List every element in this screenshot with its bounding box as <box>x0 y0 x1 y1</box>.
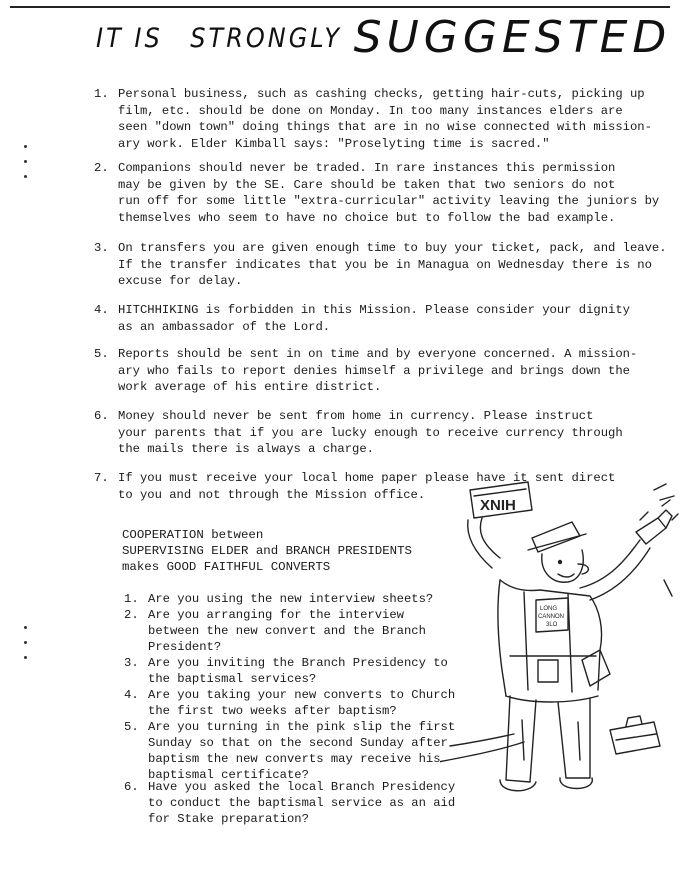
question-text: Are you inviting the Branch Presidency to the baptismal services? <box>148 656 448 686</box>
question-number: 4. <box>124 688 139 702</box>
rule-text: If you must receive your local home paper please have it sent direct to you and not through the Mission office. <box>118 471 616 502</box>
rule-item-1 <box>94 86 652 152</box>
rule-text: On transfers you are given enough time to buy your ticket, pack, and leave. If the transfer indicates that you be in Managua on Wednesday there is no excuse for delay. <box>118 241 667 288</box>
rule-item-5 <box>94 346 637 396</box>
question-item-6 <box>124 779 455 827</box>
suitcase <box>610 716 660 754</box>
question-text: Are you turning in the pink slip the first Sunday so that on the second Sunday after baptism the new converts may receive his baptismal certificate? <box>148 720 456 782</box>
question-item-5 <box>124 719 455 783</box>
rule-number: 5. <box>94 347 109 361</box>
question-text: Are you taking your new converts to Church the first two weeks after baptism? <box>148 688 456 718</box>
head <box>528 522 588 582</box>
question-number: 1. <box>124 592 139 606</box>
thumb-sign <box>470 482 532 518</box>
pocket <box>538 660 558 682</box>
rule-item-6 <box>94 408 623 458</box>
margin-punch-mark <box>24 626 27 629</box>
rule-item-4 <box>94 302 630 335</box>
question-text: Are you arranging for the interview between the new convert and the Branch President? <box>148 608 426 654</box>
margin-punch-mark <box>24 175 27 178</box>
rule-number: 2. <box>94 161 109 175</box>
rule-number: 7. <box>94 471 109 485</box>
margin-punch-mark <box>24 656 27 659</box>
rule-text: Money should never be sent from home in currency. Please instruct your parents that if you are lucky enough to receive currency through the mails there is always a charge. <box>118 409 623 456</box>
rule-number: 1. <box>94 87 109 101</box>
title-part-strongly: STRONGLY <box>190 22 343 54</box>
rule-number: 4. <box>94 303 109 317</box>
sign-text: XNIH <box>480 497 516 514</box>
rule-text: HITCHHIKING is forbidden in this Mission. Please consider your dignity as an ambassador of the Lord. <box>118 303 630 334</box>
question-item-4 <box>124 687 455 719</box>
rule-item-2 <box>94 160 659 226</box>
rule-text: Reports should be sent in on time and by everyone concerned. A mission- ary who fails to report denies himself a privilege and brings down the work average of his entire district. <box>118 347 638 394</box>
badge-line-2: CANNON <box>538 614 565 620</box>
torso <box>498 580 602 702</box>
hitchhiker-cartoon-illustration <box>440 460 680 840</box>
title-part-it-is: IT IS <box>96 22 163 54</box>
question-text: Are you using the new interview sheets? <box>148 592 434 606</box>
raised-arm <box>480 518 500 558</box>
rule-item-3 <box>94 240 667 290</box>
question-item-2 <box>124 607 426 655</box>
question-item-1 <box>124 591 433 607</box>
margin-punch-mark <box>24 145 27 148</box>
page-title <box>96 12 671 63</box>
legs <box>500 696 592 791</box>
question-number: 5. <box>124 720 139 734</box>
chest-badge <box>536 598 568 632</box>
rule-text: Companions should never be traded. In rare instances this permission may be given by the SE. Care should be taken that two seniors do not run off for some little "extra-curricular" activity leaving the juniors by themselves who seem to have no choice but to follow the bad example. <box>118 161 660 225</box>
rule-text: Personal business, such as cashing checks, getting hair-cuts, picking up film, etc. should be done on Monday. In too many instances elders are seen "down town" doing things that are in no wise connected with mission- ary work. Elder Kimball says: "Proselyting time is sacred." <box>118 87 652 151</box>
cooperation-heading: COOPERATION between SUPERVISING ELDER and BRANCH PRESIDENTS makes GOOD FAITHFUL CONVERTS <box>122 528 412 574</box>
badge-line-3: 3LO <box>546 622 558 628</box>
rule-number: 6. <box>94 409 109 423</box>
pointer-line-2 <box>450 734 514 746</box>
question-number: 2. <box>124 608 139 622</box>
bottle-arm <box>580 500 678 600</box>
question-number: 6. <box>124 780 139 794</box>
question-number: 3. <box>124 656 139 670</box>
rule-number: 3. <box>94 241 109 255</box>
margin-punch-mark <box>24 160 27 163</box>
badge-line-1: LONG <box>540 606 558 612</box>
motion-marks <box>654 484 674 596</box>
title-part-suggested: SUGGESTED <box>353 12 672 63</box>
top-border-line <box>10 6 670 8</box>
question-text: Have you asked the local Branch Presidency to conduct the baptismal service as an aid for Stake preparation? <box>148 780 456 826</box>
question-item-3 <box>124 655 448 687</box>
margin-punch-mark <box>24 641 27 644</box>
